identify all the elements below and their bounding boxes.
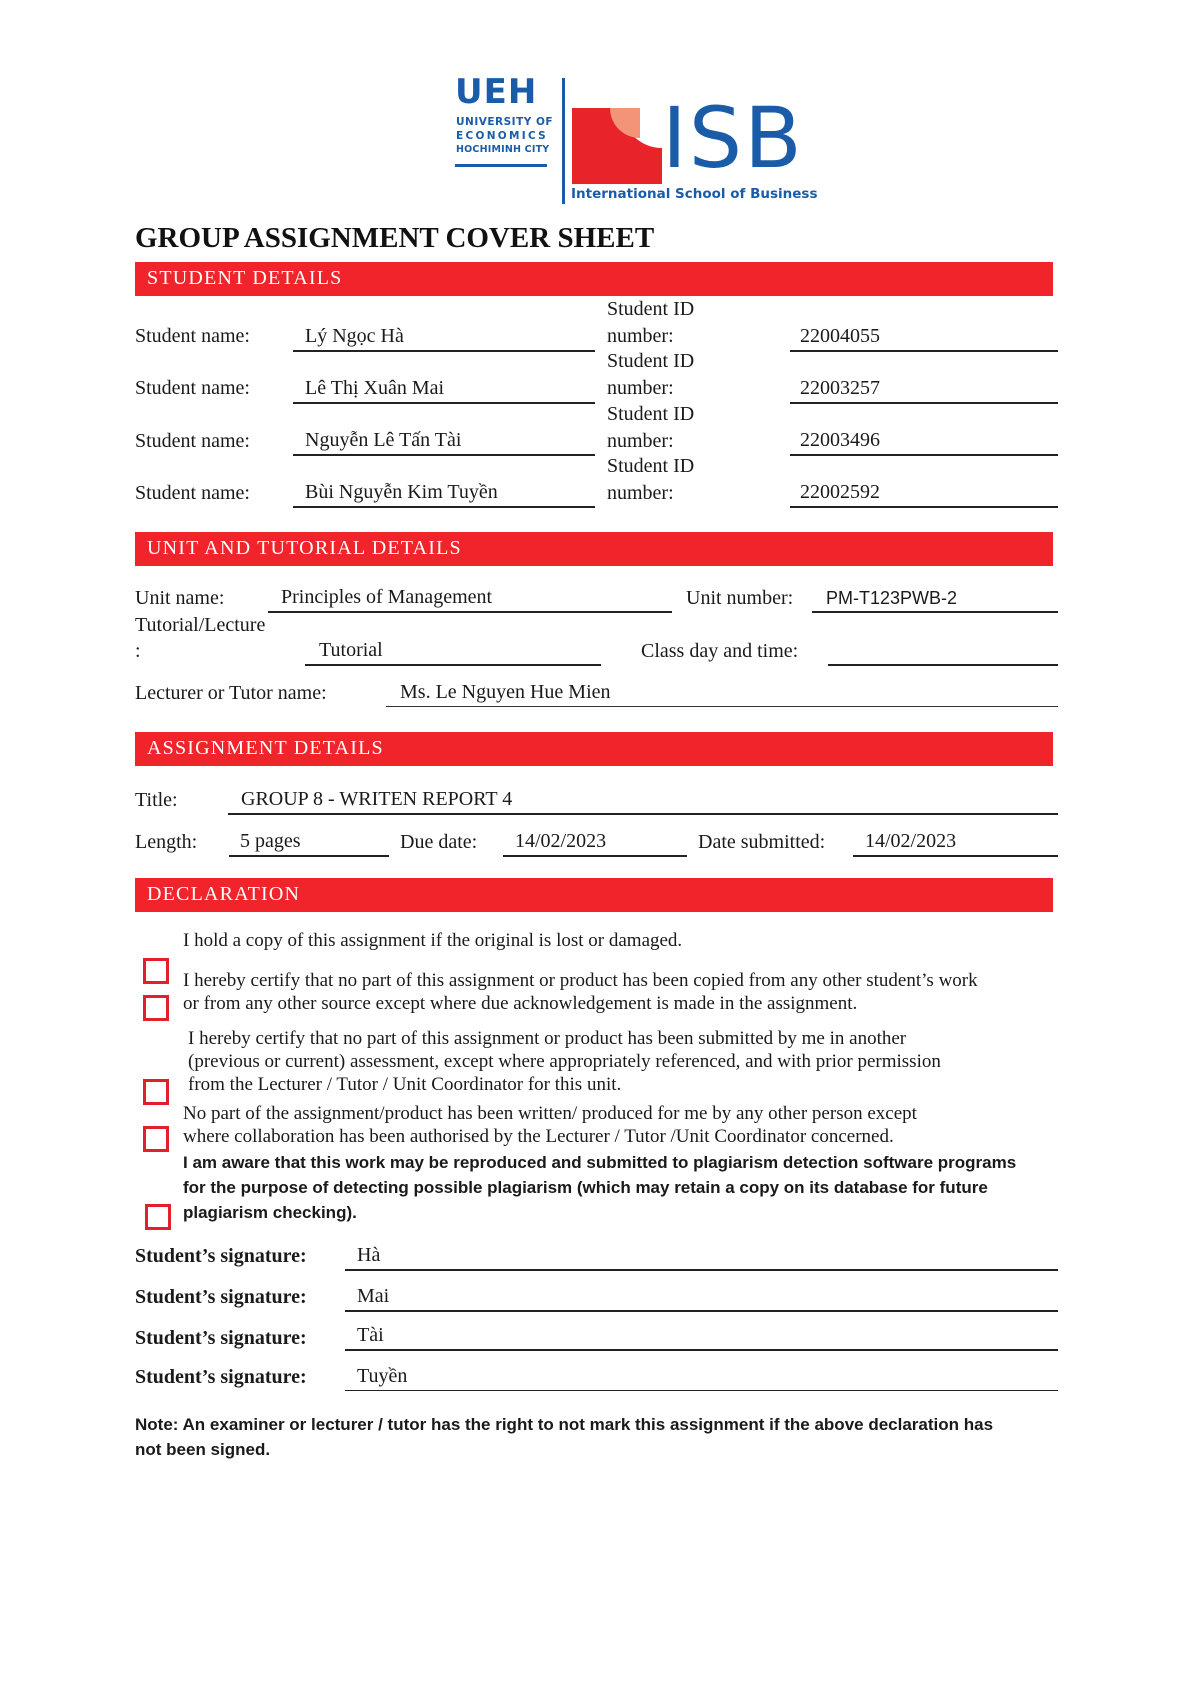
lecturer-label: Lecturer or Tutor name: [135,682,327,704]
class-day-field[interactable] [828,638,1058,666]
signature-field[interactable] [345,1243,1058,1271]
assignment-title-label: Title: [135,789,178,811]
declaration-line: where collaboration has been authorised by the Lecturer / Tutor /Unit Coordinator concerned. [183,1126,894,1147]
student-id-value: 22004055 [800,325,880,347]
signature-value: Hà [357,1244,381,1266]
signature-label: Student’s signature: [135,1245,307,1267]
student-name-field[interactable] [293,324,595,352]
page-title: GROUP ASSIGNMENT COVER SHEET [135,222,655,254]
section-bar-assignment-details [135,732,1053,766]
assignment-title-value: GROUP 8 - WRITEN REPORT 4 [241,788,513,810]
due-date-value: 14/02/2023 [515,830,607,852]
plagiarism-line: I am aware that this work may be reproduced and submitted to plagiarism detection software programs [183,1153,1017,1172]
length-label: Length: [135,831,198,853]
date-submitted-label: Date submitted: [698,831,826,853]
ueh-logo-underline [455,164,547,167]
declaration-checkbox[interactable] [143,1079,169,1105]
student-id-field[interactable] [790,480,1058,508]
student-name-label: Student name: [135,325,250,347]
student-id-value: 22003257 [800,377,880,399]
student-name-value: Lý Ngọc Hà [305,325,404,347]
isb-logo-letters: ISB [662,89,804,187]
tutorial-label-line1: Tutorial/Lecture [135,614,266,636]
plagiarism-line: for the purpose of detecting possible plagiarism (which may retain a copy on its database for future [183,1178,988,1197]
student-name-value: Bùi Nguyễn Kim Tuyền [305,481,498,503]
assignment-title-field[interactable] [228,787,1058,815]
signature-field[interactable] [345,1284,1058,1312]
student-name-field[interactable] [293,480,595,508]
unit-name-field[interactable] [268,585,672,613]
declaration-checkbox[interactable] [145,1204,171,1230]
student-id-label-line1: Student ID [607,455,695,477]
student-id-value: 22003496 [800,429,880,451]
tutorial-value: Tutorial [319,639,383,661]
signature-field[interactable] [345,1323,1058,1351]
declaration-line: (previous or current) assessment, except where appropriately referenced, and with prior permission [188,1051,941,1072]
unit-name-label: Unit name: [135,587,225,609]
signature-value: Tuyền [357,1365,408,1387]
declaration-line: I hereby certify that no part of this assignment or product has been copied from any other student’s work [183,970,978,991]
student-id-label-line2: number: [607,430,674,452]
ueh-logo-line2: ECONOMICS [456,130,549,142]
ueh-logo-text: UEH [455,72,538,112]
section-heading-assignment-details: ASSIGNMENT DETAILS [147,737,384,759]
student-name-label: Student name: [135,430,250,452]
unit-number-field[interactable] [812,585,1058,613]
signature-label: Student’s signature: [135,1286,307,1308]
student-name-label: Student name: [135,377,250,399]
note-line: Note: An examiner or lecturer / tutor has the right to not mark this assignment if the above declaration has [135,1415,994,1434]
tutorial-label-line2: : [135,640,141,662]
section-heading-declaration: DECLARATION [147,883,301,905]
student-name-field[interactable] [293,376,595,404]
lecturer-field[interactable] [386,680,1058,707]
due-date-field[interactable] [503,829,687,857]
student-id-label-line1: Student ID [607,350,695,372]
isb-logo-tagline: International School of Business [571,186,818,202]
signature-field[interactable] [345,1364,1058,1391]
declaration-checkbox[interactable] [143,995,169,1021]
isb-logo [571,89,842,208]
student-name-value: Lê Thị Xuân Mai [305,377,445,399]
section-bar-declaration [135,878,1053,912]
note-line: not been signed. [135,1440,271,1459]
declaration-line: No part of the assignment/product has been written/ produced for me by any other person except [183,1103,917,1124]
tutorial-field[interactable] [305,638,601,666]
declaration-checkbox[interactable] [143,958,169,984]
declaration-line: from the Lecturer / Tutor / Unit Coordinator for this unit. [188,1074,622,1095]
student-id-label-line2: number: [607,482,674,504]
unit-number-value: PM-T123PWB-2 [826,588,958,608]
section-bar-student-details [135,262,1053,296]
signature-label: Student’s signature: [135,1327,307,1349]
logo-divider [562,78,565,204]
due-date-label: Due date: [400,831,478,853]
unit-name-value: Principles of Management [281,586,493,608]
student-id-field[interactable] [790,428,1058,456]
isb-mark-icon [572,108,662,184]
signature-value: Mai [357,1285,390,1307]
student-id-label-line1: Student ID [607,403,695,425]
section-heading-student-details: STUDENT DETAILS [147,267,343,289]
date-submitted-value: 14/02/2023 [865,830,957,852]
section-bar-unit-details [135,532,1053,566]
section-heading-unit-details: UNIT AND TUTORIAL DETAILS [147,537,462,559]
student-name-label: Student name: [135,482,250,504]
unit-number-label: Unit number: [686,587,794,609]
length-value: 5 pages [240,830,301,852]
ueh-logo-line3: HOCHIMINH CITY [456,144,550,155]
student-id-field[interactable] [790,324,1058,352]
declaration-checkbox[interactable] [143,1126,169,1152]
declaration-line: I hold a copy of this assignment if the original is lost or damaged. [183,930,683,951]
student-name-value: Nguyễn Lê Tấn Tài [305,429,462,451]
plagiarism-line: plagiarism checking). [183,1203,357,1222]
class-day-label: Class day and time: [641,640,799,662]
signature-label: Student’s signature: [135,1366,307,1388]
student-id-label-line2: number: [607,325,674,347]
student-id-field[interactable] [790,376,1058,404]
ueh-logo [455,72,565,176]
lecturer-value: Ms. Le Nguyen Hue Mien [400,681,611,703]
ueh-logo-line1: UNIVERSITY OF [456,116,554,128]
declaration-line: or from any other source except where due acknowledgement is made in the assignment. [183,993,858,1014]
student-id-label-line1: Student ID [607,298,695,320]
length-field[interactable] [229,829,389,857]
declaration-line: I hereby certify that no part of this assignment or product has been submitted by me in another [188,1028,907,1049]
student-id-value: 22002592 [800,481,880,503]
student-id-label-line2: number: [607,377,674,399]
signature-value: Tài [357,1324,384,1346]
student-name-field[interactable] [293,428,595,456]
date-submitted-field[interactable] [853,829,1058,857]
